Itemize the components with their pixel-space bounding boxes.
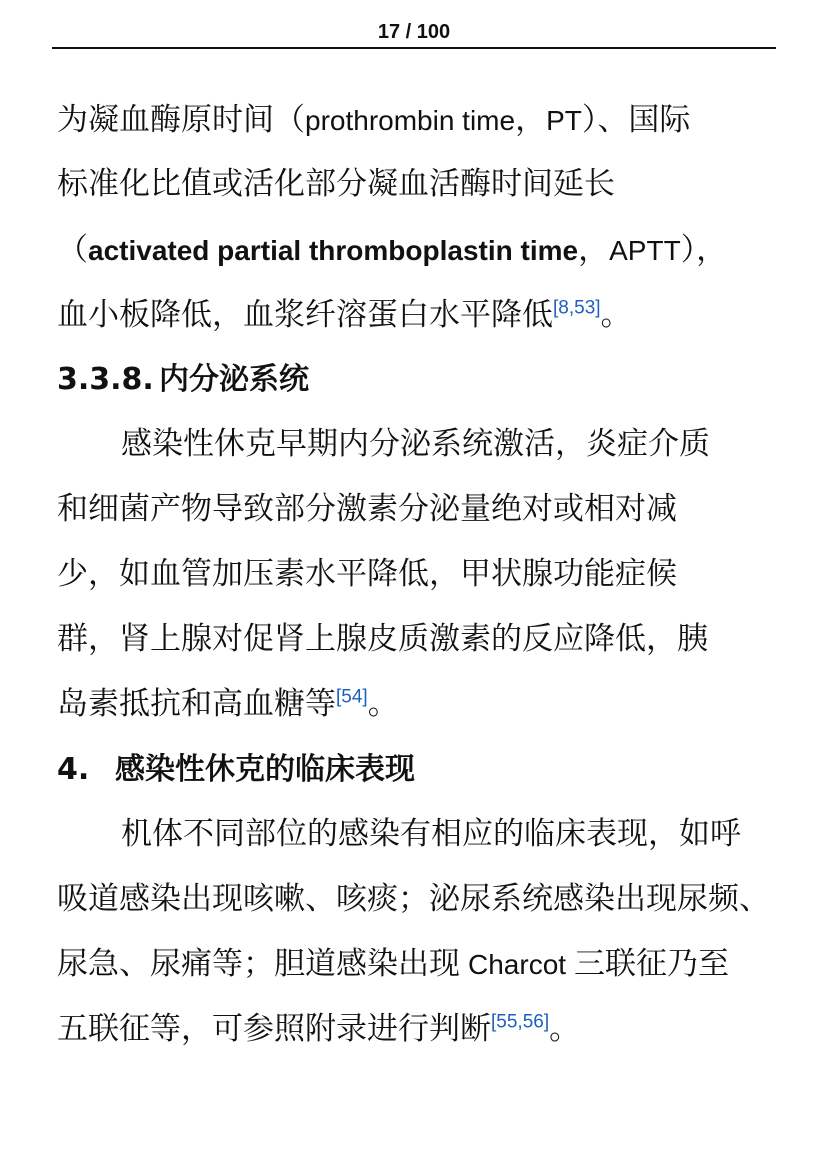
text: 。: [600, 297, 632, 333]
term-pt: PT: [546, 105, 582, 136]
citation-link[interactable]: [55,56]: [491, 1011, 550, 1033]
text: 尿急、尿痛等；胆道感染出现: [57, 946, 460, 982]
term-charcot: Charcot: [468, 949, 567, 980]
text: 三联征乃至: [574, 946, 730, 982]
paragraph-1-line-4: [57, 295, 632, 335]
paragraph-3-line-4: [57, 1009, 580, 1049]
paragraph-1-line-3: [57, 230, 727, 271]
text: ，: [515, 102, 547, 138]
paragraph-2-line-2: 和细菌产物导致部分激素分泌量绝对或相对减: [57, 491, 677, 527]
section-number: 3.3.8.: [57, 362, 154, 397]
paragraph-2-line-5: [57, 684, 399, 724]
page-number: 17 / 100: [377, 21, 451, 43]
section-title: 感染性休克的临床表现: [115, 752, 415, 787]
text: 。: [367, 686, 399, 722]
text: ）、国际: [581, 102, 691, 138]
section-title: 内分泌系统: [159, 362, 309, 397]
text: ），: [680, 232, 728, 268]
paragraph-3-line-3: [57, 944, 729, 985]
text: 。: [549, 1011, 581, 1047]
text: ，: [578, 232, 610, 268]
paragraph-1-line-2: 标准化比值或活化部分凝血活酶时间延长: [57, 166, 615, 202]
section-heading-4: [57, 750, 415, 790]
paragraph-2-line-4: 群，肾上腺对促肾上腺皮质激素的反应降低，胰: [57, 621, 708, 657]
paragraph-2-line-3: 少，如血管加压素水平降低，甲状腺功能症候: [57, 556, 677, 592]
term-aptt: APTT: [609, 235, 681, 266]
term-prothrombin-time: prothrombin time: [305, 105, 516, 136]
text: 为凝血酶原时间（: [57, 102, 305, 138]
text: 岛素抵抗和高血糖等: [57, 686, 336, 722]
section-heading-3-3-8: [57, 360, 309, 400]
paragraph-2-line-1: 感染性休克早期内分泌系统激活，炎症介质: [121, 426, 710, 462]
term-aptt-full: activated partial thromboplastin time: [88, 235, 579, 266]
citation-link[interactable]: [54]: [336, 686, 368, 708]
text: （: [57, 232, 88, 268]
header-rule: [52, 47, 776, 49]
text: 血小板降低，血浆纤溶蛋白水平降低: [57, 297, 553, 333]
paragraph-1-line-1: [57, 100, 690, 141]
text: 五联征等，可参照附录进行判断: [57, 1011, 491, 1047]
citation-link[interactable]: [8,53]: [553, 297, 601, 319]
section-number: 4.: [57, 752, 90, 787]
paragraph-3-line-2: 吸道感染出现咳嗽、咳痰；泌尿系统感染出现尿频、: [57, 881, 770, 917]
paragraph-3-line-1: 机体不同部位的感染有相应的临床表现，如呼: [121, 816, 741, 852]
